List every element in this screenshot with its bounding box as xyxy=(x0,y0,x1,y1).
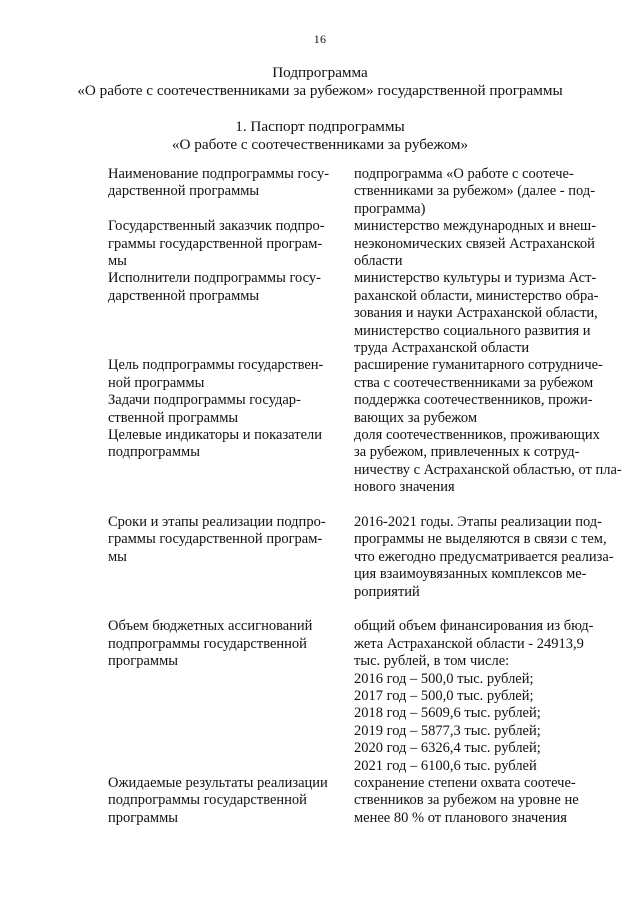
passport-row-label xyxy=(108,392,346,427)
passport-row xyxy=(108,270,616,357)
passport-value-line: ственниками за рубежом» (далее - под- xyxy=(354,183,596,200)
passport-value-line: нового значения xyxy=(354,479,455,496)
passport-value-line: что ежегодно предусматривается реализа- xyxy=(354,548,614,565)
passport-value-line: роприятий xyxy=(354,583,420,600)
passport-label-line: подпрограммы xyxy=(108,444,200,461)
passport-row-label xyxy=(108,357,346,392)
passport-table xyxy=(108,166,622,827)
passport-value-line: 2019 год – 5877,3 тыс. рублей; xyxy=(354,722,541,739)
document-title-line-1: Подпрограмма xyxy=(272,64,368,81)
passport-value-line: вающих за рубежом xyxy=(354,409,478,426)
passport-value-line: ция взаимоувязанных комплексов ме- xyxy=(354,566,587,583)
document-title xyxy=(0,64,640,100)
passport-value-line: министерство культуры и туризма Аст- xyxy=(354,270,597,287)
passport-row-value xyxy=(354,514,616,601)
passport-label-line: Целевые индикаторы и показатели xyxy=(108,426,322,443)
passport-row-label xyxy=(108,166,346,201)
passport-row-value xyxy=(354,426,622,497)
passport-row xyxy=(108,357,616,392)
passport-value-line: расширение гуманитарного сотрудниче- xyxy=(354,357,603,374)
passport-value-line: 2017 год – 500,0 тыс. рублей; xyxy=(354,687,534,704)
passport-row-value xyxy=(354,270,616,357)
passport-label-line: Наименование подпрограммы госу- xyxy=(108,166,330,182)
passport-title-line-1: 1. Паспорт подпрограммы xyxy=(235,118,405,135)
passport-row-value xyxy=(354,618,616,775)
passport-value-line: ства с соотечественниками за рубежом xyxy=(354,374,594,391)
passport-row xyxy=(108,514,616,618)
passport-row-label xyxy=(108,514,346,566)
passport-label-line: дарственной программы xyxy=(108,183,260,200)
passport-label-line: Объем бюджетных ассигнований xyxy=(108,618,313,635)
passport-row-label xyxy=(108,218,346,270)
passport-title-line-2: «О работе с соотечественниками за рубежом» xyxy=(171,136,469,153)
passport-row-value xyxy=(354,775,616,827)
passport-value-line: тыс. рублей, в том числе: xyxy=(354,653,510,670)
passport-value-line: жета Астраханской области - 24913,9 xyxy=(354,635,584,652)
passport-value-line: министерство международных и внеш- xyxy=(354,218,597,235)
passport-label-line: Сроки и этапы реализации подпро- xyxy=(108,513,326,530)
passport-row-label xyxy=(108,775,346,827)
passport-row-label xyxy=(108,618,346,670)
passport-label-line: дарственной программы xyxy=(108,287,260,304)
passport-row xyxy=(108,618,616,775)
passport-row-value xyxy=(354,218,616,270)
passport-row xyxy=(108,166,616,218)
passport-row-label xyxy=(108,427,346,462)
passport-value-line: программа) xyxy=(354,200,426,217)
passport-value-line: труда Астраханской области xyxy=(354,340,530,356)
passport-label-line: Задачи подпрограммы государ- xyxy=(108,392,301,409)
passport-label-line: ственной программы xyxy=(108,409,239,426)
passport-value-line: программы не выделяются в связи с тем, xyxy=(354,531,607,548)
passport-label-line: граммы государственной програм- xyxy=(108,531,323,548)
passport-value-line: зования и науки Астраханской области, xyxy=(354,305,598,322)
passport-value-line: сохранение степени охвата соотече- xyxy=(354,774,576,791)
passport-label-line: программы xyxy=(108,809,178,826)
passport-label-line: подпрограммы государственной xyxy=(108,635,307,652)
passport-label-line: программы xyxy=(108,653,178,670)
passport-label-line: мы xyxy=(108,548,127,565)
passport-value-line: подпрограмма «О работе с соотече- xyxy=(354,166,574,182)
page-number: 16 xyxy=(313,32,327,46)
passport-row xyxy=(108,392,616,427)
passport-value-line: 2018 год – 5609,6 тыс. рублей; xyxy=(354,705,541,722)
passport-row xyxy=(108,426,622,514)
passport-value-line: поддержка соотечественников, прожи- xyxy=(354,392,593,409)
passport-value-line: области xyxy=(354,253,403,269)
passport-title xyxy=(0,118,640,154)
passport-value-line: ственников за рубежом на уровне не xyxy=(354,792,579,809)
passport-value-line: за рубежом, привлеченных к сотруд- xyxy=(354,444,580,461)
passport-value-line: министерство социального развития и xyxy=(354,322,591,339)
passport-row xyxy=(108,775,616,827)
passport-row xyxy=(108,218,616,270)
passport-label-line: Исполнители подпрограммы госу- xyxy=(108,270,321,287)
passport-value-line: менее 80 % от планового значения xyxy=(354,809,567,826)
passport-value-line: ничеству с Астраханской областью, от пла- xyxy=(354,461,622,478)
document-title-line-2: «О работе с соотечественниками за рубежом» государственной программы xyxy=(77,82,563,99)
passport-row-value xyxy=(354,392,616,427)
passport-value-line: 2020 год – 6326,4 тыс. рублей; xyxy=(354,740,541,757)
passport-label-line: Цель подпрограммы государствен- xyxy=(108,357,324,374)
passport-value-line: 2016 год – 500,0 тыс. рублей; xyxy=(354,670,534,687)
passport-label-line: Ожидаемые результаты реализации xyxy=(108,774,328,791)
passport-label-line: ной программы xyxy=(108,374,205,391)
passport-value-line: раханской области, министерство обра- xyxy=(354,287,599,304)
passport-label-line: подпрограммы государственной xyxy=(108,792,307,809)
passport-value-line: общий объем финансирования из бюд- xyxy=(354,618,594,635)
passport-label-line: мы xyxy=(108,253,127,269)
passport-label-line: граммы государственной програм- xyxy=(108,235,323,252)
passport-row-label xyxy=(108,270,346,305)
passport-value-line: неэкономических связей Астраханской xyxy=(354,235,595,252)
passport-value-line: доля соотечественников, проживающих xyxy=(354,426,600,443)
passport-label-line: Государственный заказчик подпро- xyxy=(108,218,325,235)
passport-value-line: 2016-2021 годы. Этапы реализации под- xyxy=(354,513,602,530)
passport-row-value xyxy=(354,166,616,218)
passport-row-value xyxy=(354,357,616,392)
passport-value-line: 2021 год – 6100,6 тыс. рублей xyxy=(354,757,537,774)
